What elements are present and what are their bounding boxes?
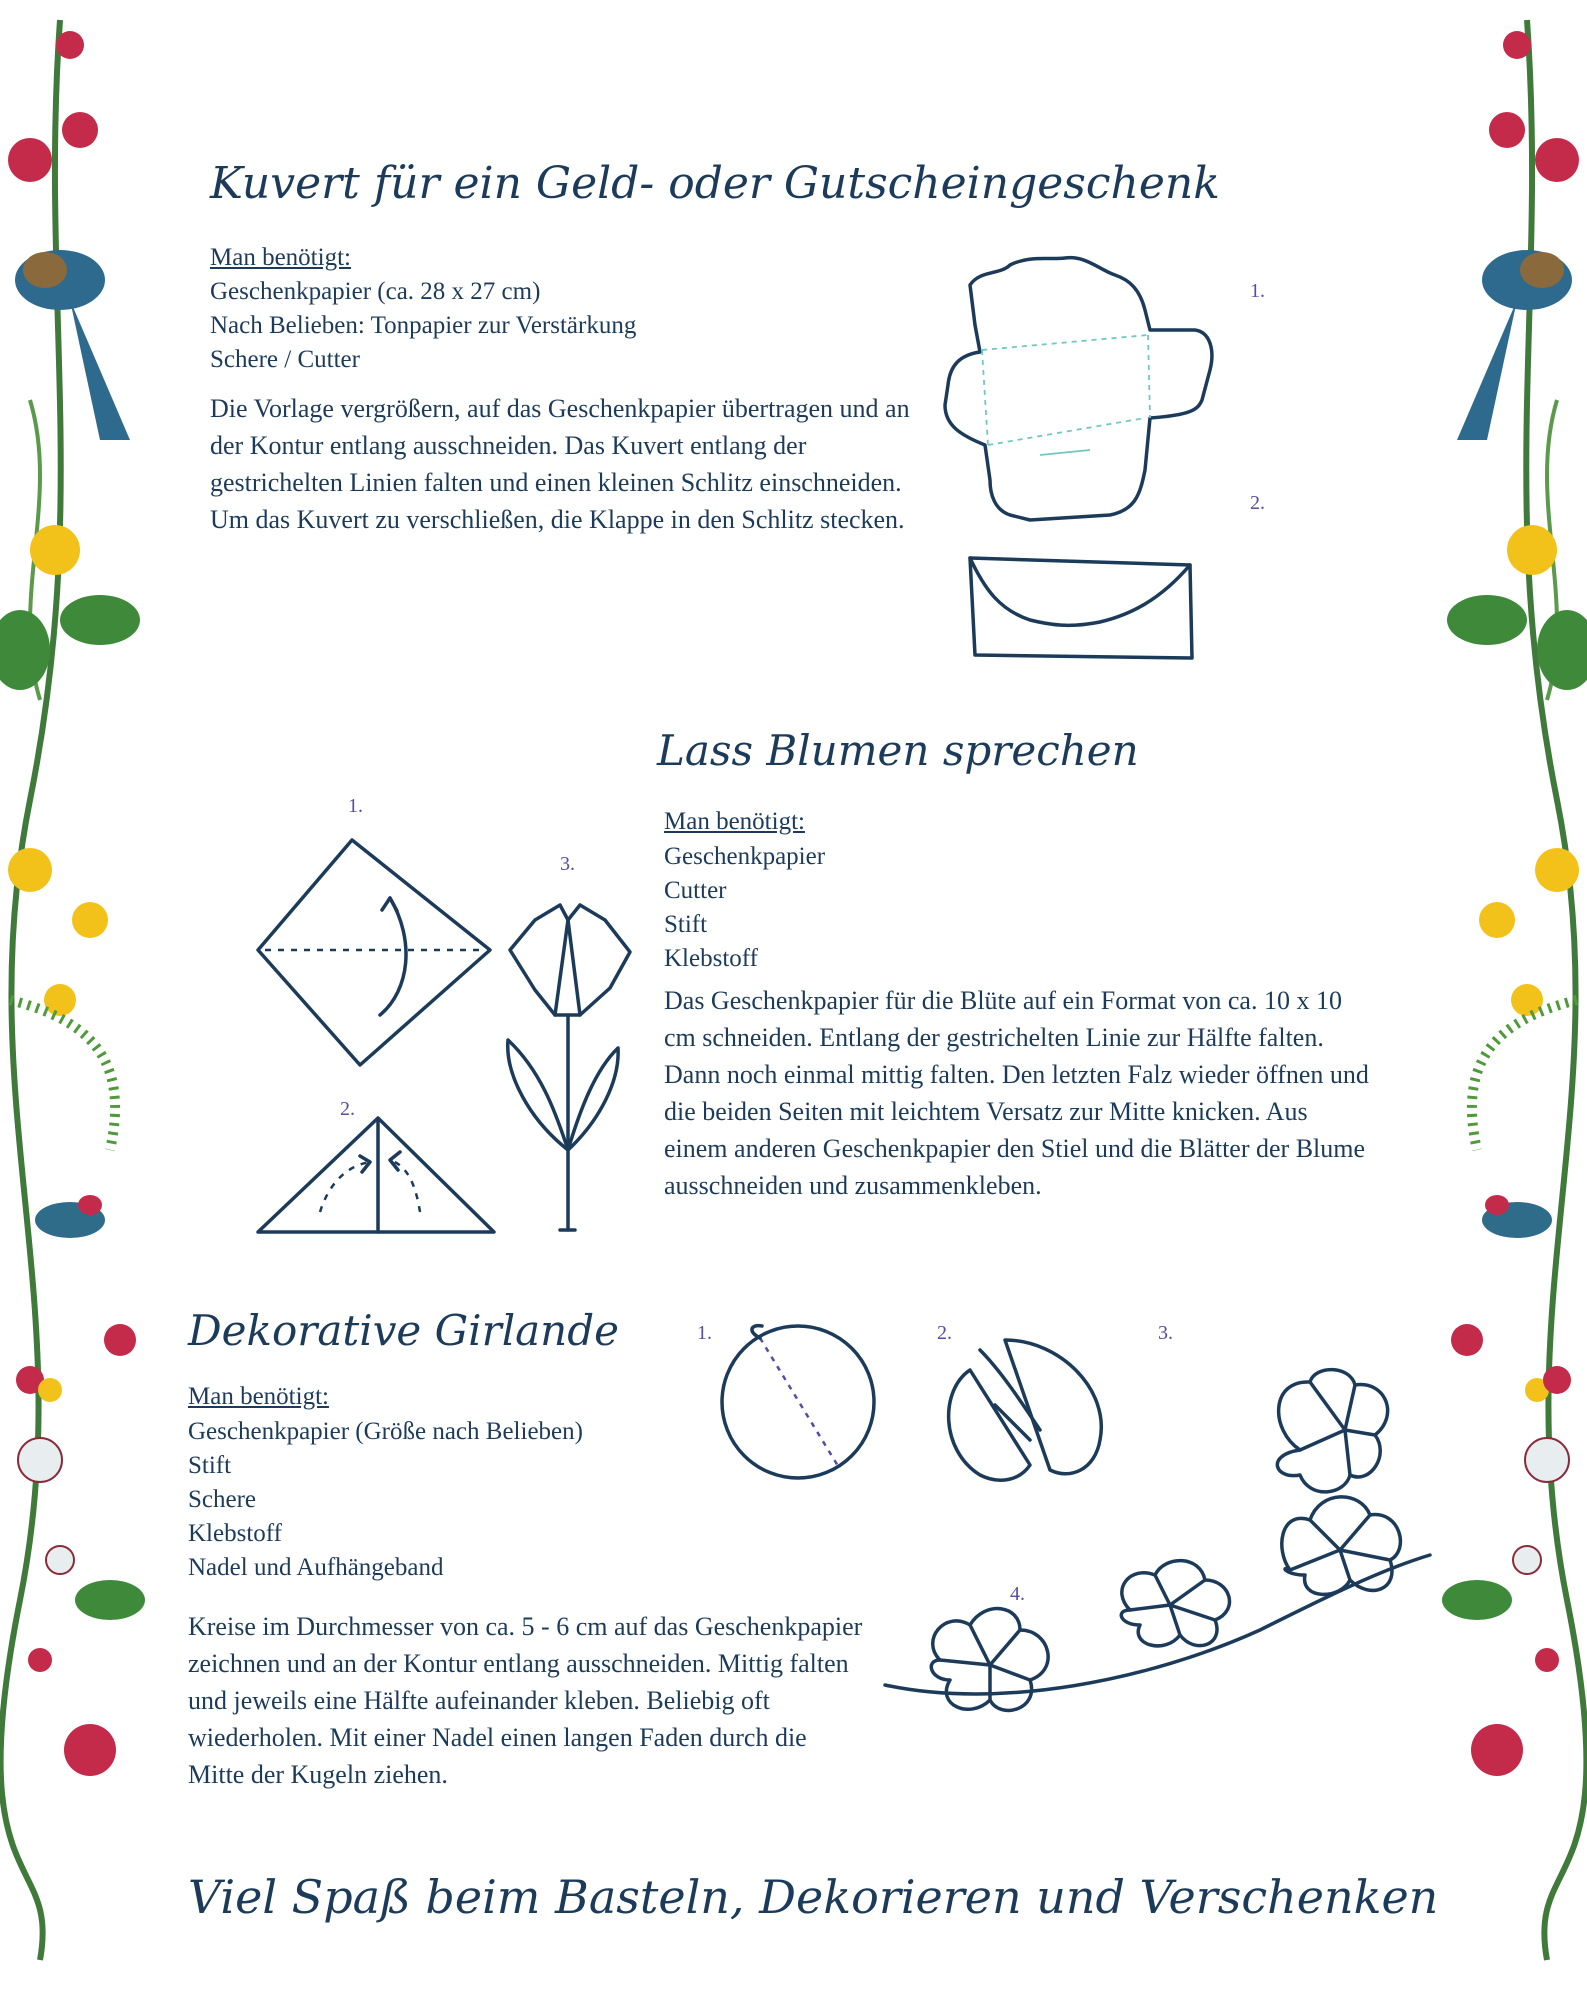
list-item: Klebstoff: [188, 1520, 282, 1547]
flower-step-2: 2.: [340, 1098, 355, 1120]
garland-step-4: 4.: [1010, 1583, 1025, 1605]
envelope-step-1: 1.: [1250, 280, 1265, 302]
list-item: Nach Belieben: Tonpapier zur Verstärkung: [210, 312, 637, 339]
garland-instructions: Kreise im Durchmesser von ca. 5 - 6 cm auf das Geschenkpapier zeichnen und an der Kontur entlang ausschneiden. Mittig falten und jeweils eine Hälfte aufeinander kleben. Beliebig oft wiederholen. Mit einer Nadel einen langen Faden durch die Mitte der Kugeln ziehen.: [188, 1612, 863, 1789]
flower-materials-list: [664, 840, 825, 976]
list-item: Cutter: [664, 877, 727, 904]
list-item: Geschenkpapier (Größe nach Belieben): [188, 1418, 583, 1445]
section-flower-title: Lass Blumen sprechen: [657, 726, 1139, 775]
floral-border-left-icon: [0, 0, 170, 1970]
list-item: Schere / Cutter: [210, 346, 360, 373]
floral-border-right-icon: [1417, 0, 1587, 1970]
flower-step-1: 1.: [348, 795, 363, 817]
list-item: Nadel und Aufhängeband: [188, 1554, 444, 1581]
envelope-diagram: [940, 250, 1260, 670]
list-item: Klebstoff: [664, 945, 758, 972]
list-item: Stift: [188, 1452, 232, 1479]
garland-step-2: 2.: [937, 1322, 952, 1344]
flower-instructions: Das Geschenkpapier für die Blüte auf ein Format von ca. 10 x 10 cm schneiden. Entlang der gestrichelten Linie zur Hälfte falten. Dann noch einmal mittig falten. Den letzten Falz wieder öffnen und die beiden Seiten mit leichtem Versatz zur Mitte knicken. Aus einem anderen Geschenkpapier den Stiel und die Blätter der Blume ausschneiden und zusammenkleben.: [664, 986, 1369, 1200]
garland-materials-list: [188, 1415, 583, 1585]
section-garland-title: Dekorative Girlande: [188, 1306, 619, 1355]
section-envelope-title: Kuvert für ein Geld- oder Gutscheingeschenk: [210, 158, 1220, 209]
flower-diagram: [250, 820, 640, 1240]
list-item: Geschenkpapier (ca. 28 x 27 cm): [210, 278, 541, 305]
list-item: Stift: [664, 911, 708, 938]
envelope-materials-list: [210, 275, 636, 377]
envelope-instructions: Die Vorlage vergrößern, auf das Geschenkpapier übertragen und an der Kontur entlang ausschneiden. Das Kuvert entlang der gestrichelten Linien falten und einen kleinen Schlitz einschneiden. Um das Kuvert zu verschließen, die Klappe in den Schlitz stecken.: [210, 394, 910, 534]
flower-needs-label: Man benötigt:: [664, 808, 805, 835]
footer-closing-text: Viel Spaß beim Basteln, Dekorieren und Verschenken: [188, 1870, 1439, 1924]
garland-needs-label: Man benötigt:: [188, 1383, 329, 1410]
list-item: Geschenkpapier: [664, 843, 826, 870]
envelope-step-2: 2.: [1250, 492, 1265, 514]
envelope-needs-label: Man benötigt:: [210, 244, 351, 271]
garland-diagram: [700, 1310, 1440, 1730]
flower-step-3: 3.: [560, 853, 575, 875]
garland-step-3: 3.: [1158, 1322, 1173, 1344]
garland-step-1: 1.: [697, 1322, 712, 1344]
list-item: Schere: [188, 1486, 257, 1513]
